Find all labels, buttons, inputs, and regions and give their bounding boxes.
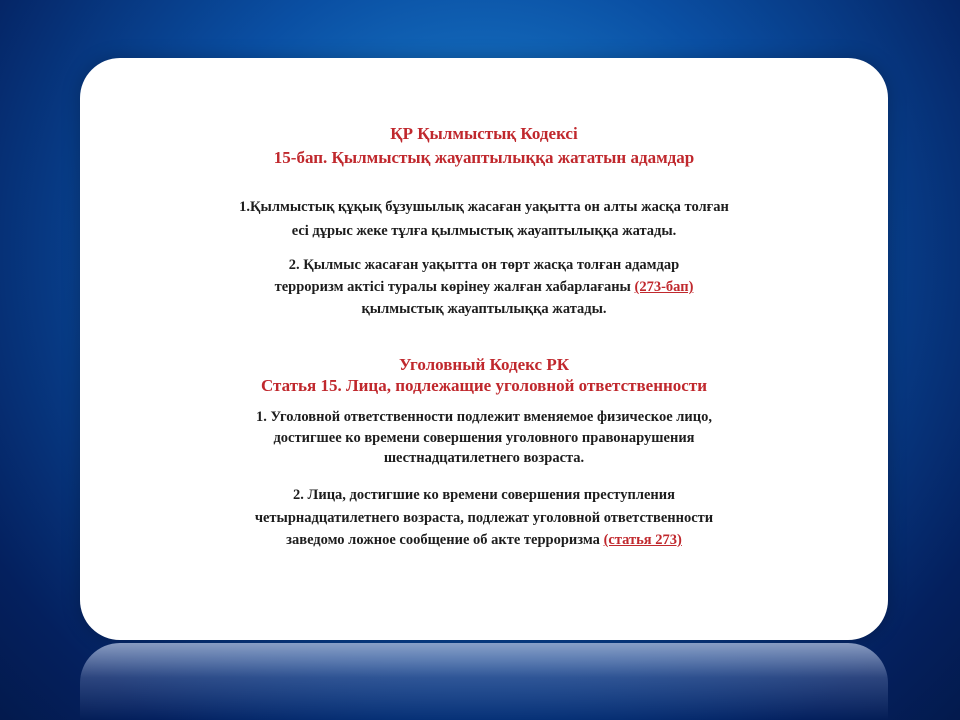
ru-article-title: Статья 15. Лица, подлежащие уголовной ответственности	[261, 376, 707, 395]
ru-paragraph2-line2: четырнадцатилетнего возраста, подлежат уголовной ответственности	[254, 510, 714, 526]
kz-code-title: ҚР Қылмыстық Кодексі	[390, 124, 578, 143]
card-reflection	[80, 643, 888, 720]
ru-paragraph2-line1: 2. Лица, достигшие ко времени совершения преступления	[293, 487, 675, 503]
ru-paragraph2-text: заведомо ложное сообщение об акте терроризма	[286, 532, 600, 548]
ru-paragraph2-line3	[80, 527, 888, 553]
content-card	[80, 58, 888, 640]
kz-paragraph1-line2: есі дұрыс жеке тұлға қылмыстық жауаптылыққа жатады.	[291, 223, 677, 239]
ru-paragraph1-line3: шестнадцатилетнего возраста.	[383, 450, 585, 466]
kz-article-reference-link[interactable]: (273-бап)	[634, 279, 694, 295]
kz-paragraph2-text: терроризм актісі туралы көрінеу жалған хабарлағаны	[274, 279, 631, 295]
kz-paragraph1-line1: 1.Қылмыстық құқық бұзушылық жасаған уақытта он алты жасқа толған	[239, 199, 729, 215]
ru-code-title: Уголовный Кодекс РК	[398, 355, 570, 374]
ru-article-reference-link[interactable]: (статья 273)	[603, 532, 682, 548]
ru-paragraph1-line1: 1. Уголовной ответственности подлежит вменяемое физическое лицо,	[256, 409, 712, 425]
ru-paragraph1-line2: достигшее ко времени совершения уголовного правонарушения	[273, 430, 695, 446]
kz-paragraph2-line3: қылмыстық жауаптылыққа жатады.	[361, 301, 607, 317]
kz-article-title: 15-бап. Қылмыстық жауаптылыққа жататын адамдар	[273, 148, 695, 167]
kz-paragraph2-line1: 2. Қылмыс жасаған уақытта он төрт жасқа толған адамдар	[288, 257, 680, 273]
